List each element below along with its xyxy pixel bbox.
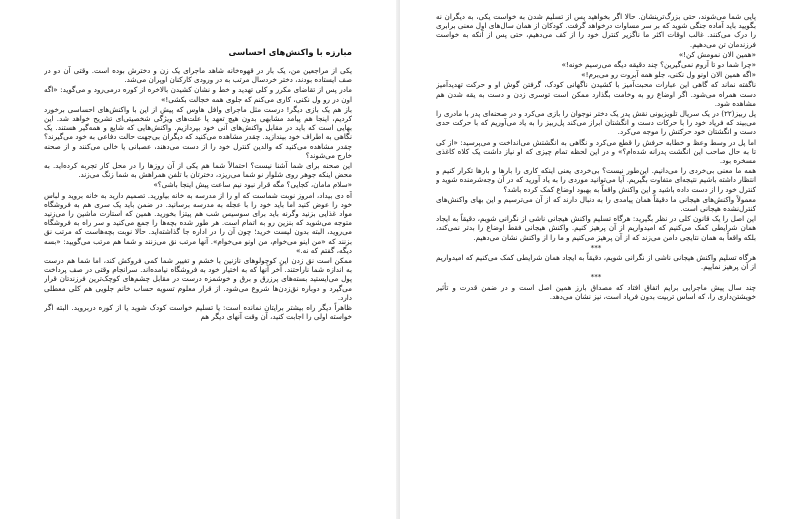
paragraph: مادر پس از تقاضای مکرر و کلی تهدید و خط و نشان کشیدن بالاخره از کوره درمی‌رود و می‌گوید: «اگه اون در رو ول نکنی، کاری می‌کنم که جلوی همه خجالت بکشی!» [44,85,352,104]
paragraph: پل ربیز(۲۲) در یک سریال تلویزیونی نقش پدر یک دختر نوجوان را بازی می‌کرد و در صحنه‌ای پدر با مادری را می‌بیند که فریاد خود را با حرکات دست و انگشتان ابراز می‌کند پل‌ربیز را به یاد می‌آوریم که با حرکت حدی دست و انگشتان خود حرکتش را موجه می‌کرد. [436,109,756,137]
right-page [400,0,800,519]
paragraph: معمولاً واکنش‌های هیجانی ما دقیقاً همان پیامدی را به دنبال دارند که از آن می‌ترسیم و این بهای واکنش‌های کنترل‌نشده هیجانی است. [436,194,756,214]
section-divider: *** [590,272,602,282]
paragraph: آه دی بیداد، امروز نوبت شماست که او را از مدرسه به خانه بیاورید. تصمیم دارید به خانه بروید و لباس خود را عوض کنید اما باید خود را با عجله به مدرسه برسانید. در ضمن باید یک سری هم به فروشگاه مواد غذایی بزنید وگرنه باید برای سوسیس شب هم پیتزا بخورید. همین که استارت ماشین را می‌زنید متوجه می‌شوید که بنزین رو به اتمام است. هر طور شده بچه‌ها را جمع می‌کنید و سر راه به فروشگاه می‌روید، البته بدون لیست خرید؛ چون آن را در اداره جا گذاشته‌اید. حالا نوبت بچه‌هاست که مرتب نق بزنند که «من اینو می‌خوام، من اونو می‌خوام». آنها مرتب نق می‌زنند و شما هم مرتب می‌گویید: «بسه دیگه، گفتم که نه.» [44,190,352,255]
paragraph: یکی از مراجعین من، یک بار در قهوه‌خانه شاهد ماجرای یک زن و دخترش بوده است. وقتی آن دو در صف ایستاده بودند، دختر خردسال مرتب به در ورودی کارکنان اوپران می‌شد. [44,66,352,85]
paragraph: این اصل را یک قانون کلی در نظر بگیرید: هرگاه تسلیم واکنش هیجانی ناشی از نگرانی شویم، دقیقاً به ایجاد همان شرایطی کمک می‌کنیم که امیدواریم از آن پرهیز کنیم. واکنش هیجانی فقط اوضاع را بدتر نمی‌کند، بلکه واقعاً به همان نتایجی دامن می‌زند که از آن پرهیز می‌کنیم و ما را از واکنش نشان می‌دهیم. [436,214,756,242]
paragraph: چند سال پیش ماجرایی برایم اتفاق افتاد که مصداق بارز همین اصل است و در ضمن قدرت و تأثیر خویشتن‌داری را، که اساس تربیت بدون فریاد است، نیز نشان می‌دهد. [436,282,756,301]
paragraph: ناگفته نماند که گاهی این عبارات محبت‌آمیز با کشیدن ناگهانی کودک، گرفتن گوش او و حرکت تهدیدآمیز دست همراه می‌شود. اگر اوضاع رو به وخامت بگذارد ممکن است توسری زدن و دست به یقه شدن هم مشاهده شود. [436,80,756,108]
paragraph: اما پل در وسط وعظ و خطابه حرفش را قطع می‌کرد و نگاهی به انگشتش می‌انداخت و می‌پرسید: «از کی تا به حال صاحب این انگشت پدرانه شده‌ام؟» و در این لحظه تمام چیزی که او نیاز داشت یک کلاه کاغذی مسخره بود. [436,137,756,166]
quote-line: «همین الان نمومش کن!» [678,49,756,59]
section-divider: *** [590,242,602,252]
paragraph: باز هم یک بازی دیگر! درست مثل ماجرای وافل هاوس که پیش از این با واکنش‌های احساسی برخورد کردیم، اینجا هم پیامد مشابهی بدون هیچ تعهد یا علت‌های ویژگی شخصیتی‌ای تشریح خواهد شد. این بهایی است که باید در مقابل واکنش‌های آنی خود بپردازیم. واکنش‌هایی که شایع و همه‌گیر هستند. یک نگاهی به اطراف خود بیندازید. چقدر مشاهده می‌کنید که دیگران بی‌جهت حالت دفاعی به خود می‌گیرند؟ چقدر مشاهده می‌کنید که والدین کنترل خود را از دست می‌دهند، عصبانی یا خالی می‌کنند و از صحنه خارج می‌شوند؟ [44,104,352,160]
section-heading: مبارزه با واکنش‌های احساسی [228,47,352,57]
highlighted-principle: هرگاه تسلیم واکنش هیجانی ناشی از نگرانی شویم، دقیقاً به ایجاد همان شرایطی کمک می‌کنیم که امیدواریم از آن پرهیز نماییم. [436,253,756,272]
paragraph: این صحنه برای شما آشنا نیست؟ احتمالاً شما هم یکی از آن روزها را در محل کار تجربه کرده‌اید. به محض اینکه جوهر روی شلوار نو شما می‌ریزد، دخترتان با تلفن همراهش به شما زنگ می‌زند. [44,161,352,180]
paragraph: پایی شما می‌شوند، حتی بزرگ‌ترینشان. حالا اگر بخواهید پس از تسلیم شدن به خواست یکی، به دیگران نه بگویید باید آماده جنگی شوید که بر سر مساوات درخواهد گرفت. کودکان از همان سال‌های اول معنی برابری را درک می‌کنند. غالب اوقات اکثر ما ناگزیر کنترل خود را از کف می‌دهیم، حتی پس از آنکه به خواست فرزندمان تن می‌دهیم. [436,12,756,49]
left-page-column [44,12,352,513]
paragraph: همه ما معنی بی‌خردی را می‌دانیم. این‌طور نیست؟ بی‌خردی یعنی اینکه کاری را بارها و بارها تکرار کنیم و انتظار داشته باشیم نتیجه‌ای متفاوت بگیریم. آیا می‌توانید موردی را به یاد آورید که در آن وجه‌شرمنده شوید و کنترل خود را از دست داده باشید و این واکنش واقعاً به بهبود اوضاع کمک کرده باشد؟ [436,166,756,194]
quote-line: «چرا شما دو تا آروم نمی‌گیرین؟ چند دقیقه دیگه می‌رسیم خونه!» [561,60,756,70]
paragraph: ممکن است نق زدن این کوچولوهای نازنین با خشم و تغییر شما کمی فروکش کند، اما شما هم درست به اندازه شما ناراحتند. آخر آنها که به اختیار خود به فروشگاه نیامده‌اند. سرانجام وقتی در صف پرداخت پول می‌ایستید بسته‌های پرزرق و برق و خوشمزه درست در مقابل چشم‌های کوچک‌ترین فرزندتان قرار می‌گیرد و دوباره نق‌زدن‌ها شروع می‌شود. از قرار معلوم تسویه حساب خانم جلویی هم کلی معطلی دارد. [44,256,352,302]
paragraph: ظاهراً دیگر راه بیشتر برایتان نمانده است: یا تسلیم خواست کودک شوید یا از کوره دربروید. البته اگر خواسته اولی را اجابت کنید، آن وقت آنهای دیگر هم [44,303,352,322]
right-page-column [436,12,756,513]
paragraph: «سلام مامان، کجایی؟ مگه قرار نبود نیم ساعت پیش اینجا باشی؟» [153,180,352,190]
quote-line: «اگه همین الان اونو ول نکنی، جلو همه آبروت رو می‌برم!» [581,70,756,80]
